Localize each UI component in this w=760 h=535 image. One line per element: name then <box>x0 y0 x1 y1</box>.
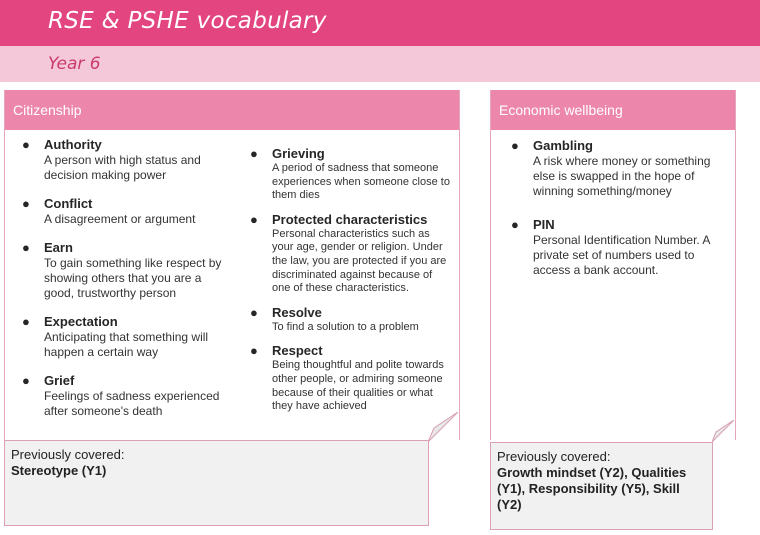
page-fold-icon <box>428 412 459 442</box>
citizenship-left-column <box>22 137 229 430</box>
bullet-icon: ● <box>22 314 30 329</box>
previously-covered-label: Previously covered: <box>11 447 125 462</box>
economic-column <box>511 138 728 289</box>
vocab-item-grief <box>22 373 229 419</box>
bullet-icon: ● <box>250 343 258 359</box>
vocab-term: Earn <box>44 240 73 255</box>
citizenship-previously-covered <box>4 440 429 526</box>
vocab-definition: A person with high status and decision making power <box>44 153 201 182</box>
economic-previously-covered <box>490 442 713 530</box>
vocab-term: Authority <box>44 137 102 152</box>
vocab-item-earn <box>22 240 229 301</box>
citizenship-card <box>4 90 460 440</box>
year-banner <box>0 46 760 82</box>
bullet-icon: ● <box>511 217 519 232</box>
title-banner <box>0 0 760 46</box>
bullet-icon: ● <box>511 138 519 153</box>
bullet-icon: ● <box>22 137 30 152</box>
vocab-term: Respect <box>272 343 323 359</box>
year-label: Year 6 <box>48 54 101 74</box>
vocab-item-protected-characteristics <box>250 211 452 296</box>
vocab-term: Resolve <box>272 304 322 320</box>
page-title: RSE & PSHE vocabulary <box>48 8 327 34</box>
citizenship-heading: Citizenship <box>5 90 459 130</box>
vocab-definition: Anticipating that something will happen a certain way <box>44 330 209 359</box>
previously-covered-items: Growth mindset (Y2), Qualities (Y1), Responsibility (Y5), Skill (Y2) <box>497 465 687 512</box>
economic-wellbeing-card <box>490 90 736 440</box>
vocab-term: Protected characteristics <box>272 211 428 227</box>
vocab-term: PIN <box>533 217 555 232</box>
vocab-definition: Personal Identification Number. A private set of numbers used to access a bank account. <box>533 233 710 277</box>
previously-covered-label: Previously covered: <box>497 449 611 464</box>
vocab-term: Grieving <box>272 146 325 161</box>
vocab-definition: A risk where money or something else is swapped in the hope of winning something/money <box>533 154 711 198</box>
economic-wellbeing-heading: Economic wellbeing <box>491 90 735 130</box>
vocab-item-authority <box>22 137 229 183</box>
vocab-definition: To gain something like respect by showing others that you are a good, trustworthy person <box>44 256 222 300</box>
vocab-item-respect <box>250 343 452 413</box>
vocab-definition: Being thoughtful and polite towards other people, or admiring someone because of their qualities or what they have achieved <box>272 359 444 413</box>
vocab-item-resolve <box>250 304 452 335</box>
citizenship-right-column <box>250 146 452 414</box>
vocab-definition: A disagreement or argument <box>44 212 196 226</box>
vocab-item-gambling <box>511 138 728 199</box>
bullet-icon: ● <box>250 146 258 161</box>
previously-covered-items: Stereotype (Y1) <box>11 463 107 478</box>
vocab-item-expectation <box>22 314 229 360</box>
vocab-definition: Personal characteristics such as your age, gender or religion. Under the law, you are protected if you are discriminated against because of one of these characteristics. <box>272 227 447 295</box>
bullet-icon: ● <box>22 240 30 255</box>
bullet-icon: ● <box>250 304 258 320</box>
bullet-icon: ● <box>22 373 30 388</box>
vocab-item-conflict <box>22 196 229 227</box>
vocab-term: Grief <box>44 373 75 388</box>
page-fold-icon <box>712 420 735 442</box>
bullet-icon: ● <box>250 211 258 227</box>
vocab-definition: A period of sadness that someone experiences when someone close to them dies <box>272 162 450 202</box>
vocab-item-pin <box>511 217 728 278</box>
vocab-item-grieving <box>250 146 452 203</box>
vocab-term: Expectation <box>44 314 118 329</box>
bullet-icon: ● <box>22 196 30 211</box>
vocab-definition: Feelings of sadness experienced after someone's death <box>44 389 220 418</box>
vocab-definition: To find a solution to a problem <box>272 320 419 333</box>
vocab-term: Gambling <box>533 138 593 153</box>
vocab-term: Conflict <box>44 196 93 211</box>
